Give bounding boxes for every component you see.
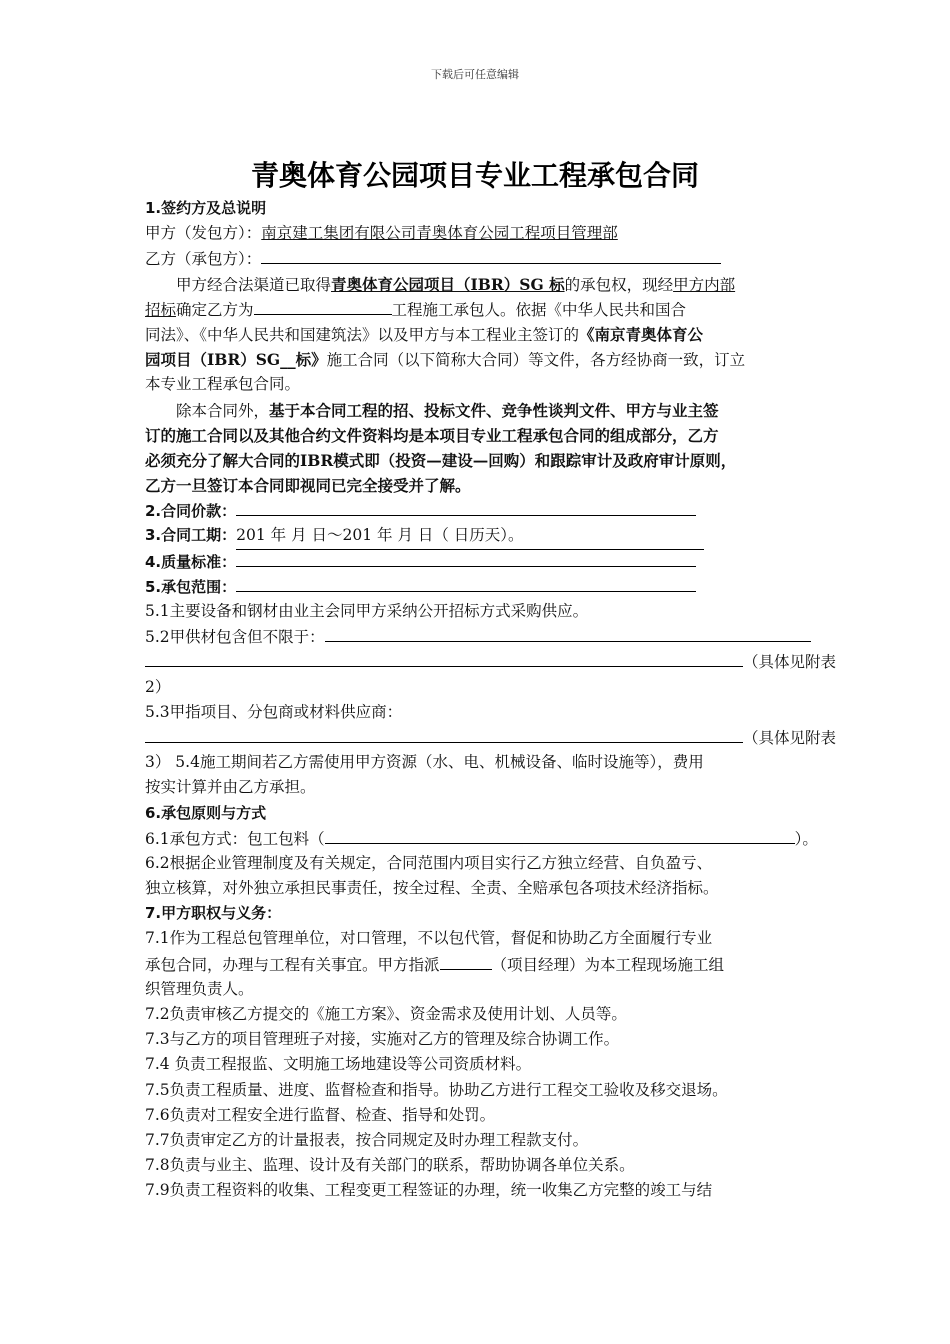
contract-price-field[interactable] — [236, 498, 696, 516]
contract-period-label: 3.合同工期： — [145, 526, 237, 545]
clause-7-9: 7.9负责工程资料的收集、工程变更工程签证的办理，统一收集乙方完整的竣工与结 — [145, 1181, 713, 1200]
contract-body — [145, 196, 865, 1204]
quality-standard-label: 4.质量标准： — [145, 552, 237, 571]
section-1-heading: 1.签约方及总说明 — [145, 199, 267, 217]
text-run: 工程施工承包人。依据《中华人民共和国合 — [391, 300, 687, 319]
text-run-bold: 《南京青奥体育公 — [579, 324, 704, 344]
paragraph-1-line-2 — [145, 297, 865, 322]
quality-standard-row — [145, 549, 865, 574]
document-title: 青奥体育公园项目专业工程承包合同 — [250, 159, 699, 192]
clause-5-3-continuation — [145, 725, 865, 750]
text-run: （项目经理）为本工程现场施工组 — [491, 955, 725, 974]
clause-5-4-line-2: 按实计算并由乙方承担。 — [145, 778, 316, 797]
clause-5-4-line-1: 3） 5.4施工期间若乙方需使用甲方资源（水、电、机械设备、临时设施等），费用 — [145, 753, 704, 772]
project-name-bold: 青奥体育公园项目（IBR）SG 标 — [331, 274, 565, 294]
paragraph-2-line-4: 乙方一旦签订本合同即视同已完全接受并了解。 — [145, 476, 471, 496]
clause-7-3: 7.3与乙方的项目管理班子对接，实施对乙方的管理及综合协调工作。 — [145, 1030, 620, 1049]
contract-period-field[interactable]: 201 年 月 日～201 年 月 日（ 日历天）。 — [236, 523, 704, 549]
quality-standard-field[interactable] — [236, 549, 696, 567]
clause-7-7: 7.7负责审定乙方的计量报表，按合同规定及时办理工程款支付。 — [145, 1130, 589, 1149]
section-6-heading: 6.承包原则与方式 — [145, 803, 267, 822]
party-b-name-field[interactable] — [261, 246, 721, 264]
clause-5-1: 5.1主要设备和钢材由业主会同甲方采纳公开招标方式采购供应。 — [145, 602, 589, 620]
paragraph-1-line-3 — [145, 322, 865, 347]
contract-price-row — [145, 498, 865, 523]
paragraph-2-line-2: 订的施工合同以及其他合约文件资料均是本项目专业工程承包合同的组成部分，乙方 — [145, 425, 719, 445]
clause-6-1-label: 6.1承包方式：包工包料（ — [145, 829, 325, 848]
text-run: 的承包权，现经 — [564, 275, 674, 294]
clause-7-5: 7.5负责工程质量、进度、监督检查和指导。协助乙方进行工程交工验收及移交退场。 — [145, 1080, 728, 1099]
party-a-row — [145, 221, 865, 246]
clause-6-1-row — [145, 826, 865, 851]
text-run: 同法》、《中华人民共和国建筑法》以及甲方与本工程业主签订的 — [145, 325, 580, 344]
text-run: ）。 — [794, 829, 818, 848]
clause-6-2-line-2: 独立核算，对外独立承担民事责任，按全过程、全责、全赔承包各项技术经济指标。 — [145, 879, 719, 898]
paragraph-1-line-1 — [145, 272, 865, 297]
clause-5-2-label: 5.2甲供材包含但不限于： — [145, 628, 325, 647]
paragraph-2-line-1 — [145, 398, 865, 423]
scope-row — [145, 574, 865, 599]
page-header-note: 下载后可任意编辑 — [431, 68, 519, 81]
project-manager-field[interactable] — [440, 952, 492, 970]
see-appendix-text: （具体见附表 — [743, 653, 837, 672]
text-run: 确定乙方为 — [176, 300, 254, 319]
clause-6-2-line-1: 6.2根据企业管理制度及有关规定，合同范围内项目实行乙方独立经营、自负盈亏、 — [145, 853, 713, 872]
clause-7-1-line-1: 7.1作为工程总包管理单位，对口管理，不以包代管，督促和协助乙方全面履行专业 — [145, 929, 713, 948]
text-run-underlined: 甲方内部 — [673, 275, 736, 294]
section-7-heading: 7.甲方职权与义务： — [145, 904, 282, 923]
scope-field[interactable] — [236, 574, 696, 592]
owner-supplied-materials-field[interactable] — [325, 624, 811, 642]
text-run: 甲方经合法渠道已取得 — [176, 275, 332, 294]
clause-7-1-line-3: 织管理负责人。 — [145, 979, 254, 998]
contract-period-row — [145, 523, 865, 548]
paragraph-2-line-3: 必须充分了解大合同的IBR模式即（投资—建设—回购）和跟踪审计及政府审计原则， — [145, 450, 737, 470]
designated-suppliers-field[interactable] — [145, 725, 743, 743]
owner-supplied-materials-field-2[interactable] — [145, 649, 743, 667]
clause-5-2-row — [145, 624, 865, 649]
contract-price-label: 2.合同价款： — [145, 502, 237, 521]
clause-7-6: 7.6负责对工程安全进行监督、检查、指导和处罚。 — [145, 1105, 496, 1124]
contract-mode-field[interactable] — [325, 826, 795, 844]
clause-5-3: 5.3甲指项目、分包商或材料供应商： — [145, 702, 403, 721]
party-b-row — [145, 246, 865, 271]
clause-5-2-end: 2） — [145, 677, 171, 696]
paragraph-1-line-4 — [145, 347, 865, 372]
text-run: 施工合同（以下简称大合同）等文件，各方经协商一致，订立 — [326, 351, 746, 370]
clause-7-8: 7.8负责与业主、监理、设计及有关部门的联系，帮助协调各单位关系。 — [145, 1156, 635, 1175]
scope-label: 5.承包范围： — [145, 577, 237, 596]
text-run: 除本合同外， — [176, 401, 270, 420]
clause-5-2-continuation — [145, 649, 865, 674]
paragraph-1-line-5: 本专业工程承包合同。 — [145, 375, 301, 394]
party-a-name: 南京建工集团有限公司青奥体育公园工程项目管理部 — [261, 224, 618, 243]
text-run: 承包合同，办理与工程有关事宜。甲方指派 — [145, 955, 440, 974]
clause-7-4: 7.4 负责工程报监、文明施工场地建设等公司资质材料。 — [145, 1055, 532, 1074]
text-run-underlined: 招标 — [145, 300, 177, 319]
text-run-bold: 基于本合同工程的招、投标文件、竞争性谈判文件、甲方与业主签 — [269, 400, 719, 420]
see-appendix-text: （具体见附表 — [743, 728, 837, 747]
contractor-name-field[interactable] — [254, 297, 392, 315]
party-a-label: 甲方（发包方）： — [145, 224, 262, 243]
party-b-label: 乙方（承包方）： — [145, 250, 262, 269]
clause-7-2: 7.2负责审核乙方提交的《施工方案》、资金需求及使用计划、人员等。 — [145, 1005, 627, 1023]
text-run-bold: 园项目（IBR）SG__标》 — [145, 350, 327, 370]
clause-7-1-line-2 — [145, 952, 865, 977]
